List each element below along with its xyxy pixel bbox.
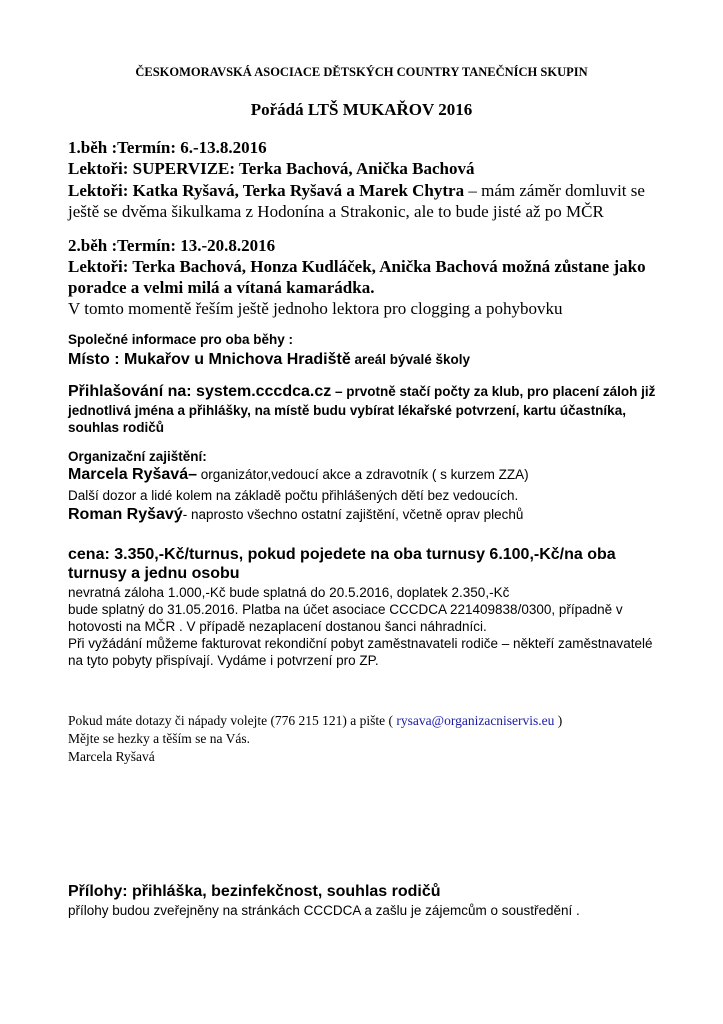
- common-heading: Společné informace pro oba běhy :: [68, 332, 294, 347]
- email-link[interactable]: rysava@organizacniservis.eu: [396, 713, 555, 728]
- price-detail-2: bude splatný do 31.05.2016. Platba na účet asociace CCCDCA 221409838/0300, případně v: [68, 602, 623, 617]
- run1-lectors-names: Lektoři: Katka Ryšavá, Terka Ryšavá a Marek Chytra: [68, 181, 465, 200]
- organizer-line: [68, 467, 529, 483]
- run1-lectors-supervision: Lektoři: SUPERVIZE: Terka Bachová, Anička Bachová: [68, 159, 475, 178]
- run2-lectors-line1: Lektoři: Terka Bachová, Honza Kudláček, Anička Bachová možná zůstane jako: [68, 257, 646, 276]
- helper-line: [68, 507, 523, 523]
- registration-line1: [68, 384, 655, 400]
- attachments-heading: Přílohy: přihláška, bezinfekčnost, souhlas rodičů: [68, 883, 441, 900]
- run1-lectors-continuation: ještě se dvěma šikulkama z Hodonína a Strakonic, ale to bude jisté až po MČR: [68, 202, 604, 221]
- place-label: Místo : Mukařov u Mnichova Hradiště: [68, 351, 351, 368]
- price-detail-4: Při vyžádání můžeme fakturovat rekondiční pobyt zaměstnavateli rodiče – někteří zaměstnavatelé: [68, 636, 653, 651]
- registration-detail: – prvotně stačí počty za klub, pro placení záloh již: [331, 384, 656, 399]
- organization-heading: Organizační zajištění:: [68, 449, 207, 464]
- contact-text: Pokud máte dotazy či nápady volejte (776 215 121) a pište (: [68, 713, 397, 728]
- closing-line: Mějte se hezky a těším se na Vás.: [68, 731, 250, 746]
- organizer-name: Marcela Ryšavá–: [68, 466, 197, 483]
- price-line2: turnusy a jednu osobu: [68, 565, 240, 582]
- registration-line3: souhlas rodičů: [68, 420, 165, 435]
- run2-lectors-line2: poradce a velmi milá a vítaná kamarádka.: [68, 278, 375, 297]
- run2-note: V tomto momentě řeším ještě jednoho lektora pro clogging a pohybovku: [68, 299, 563, 318]
- registration-line2: jednotlivá jména a přihlášky, na místě budu vybírat lékařské potvrzení, kartu účastníka,: [68, 403, 626, 418]
- attachments-note: přílohy budou zveřejněny na stránkách CCCDCA a zašlu je zájemcům o soustředění .: [68, 903, 580, 918]
- registration-label: Přihlašování na: system.cccdca.cz: [68, 383, 332, 400]
- helper-role: - naprosto všechno ostatní zajištění, včetně oprav plechů: [182, 507, 524, 522]
- run1-lectors-note: – mám záměr domluvit se: [464, 181, 645, 200]
- run2-term: 2.běh :Termín: 13.-20.8.2016: [68, 236, 276, 255]
- price-detail-1: nevratná záloha 1.000,-Kč bude splatná do 20.5.2016, doplatek 2.350,-Kč: [68, 585, 510, 600]
- price-detail-5: na tyto pobyty přispívají. Vydáme i potvrzení pro ZP.: [68, 653, 379, 668]
- contact-line: [68, 714, 562, 728]
- document-title: Pořádá LTŠ MUKAŘOV 2016: [250, 100, 473, 119]
- place-line: [68, 352, 470, 368]
- run1-lectors: [68, 182, 645, 199]
- signature: Marcela Ryšavá: [68, 749, 155, 764]
- organizer-role: organizátor,vedoucí akce a zdravotník ( s kurzem ZZA): [196, 467, 529, 482]
- run1-term: 1.běh :Termín: 6.-13.8.2016: [68, 138, 267, 157]
- helper-name: Roman Ryšavý: [68, 506, 183, 523]
- contact-text-end: ): [554, 713, 563, 728]
- organization-header: ČESKOMORAVSKÁ ASOCIACE DĚTSKÝCH COUNTRY TANEČNÍCH SKUPIN: [135, 65, 588, 79]
- price-line1: cena: 3.350,-Kč/turnus, pokud pojedete na oba turnusy 6.100,-Kč/na oba: [68, 546, 616, 563]
- price-detail-3: hotovosti na MČR . V případě nezaplacení dostanou šanci náhradníci.: [68, 619, 487, 634]
- place-detail: areál bývalé školy: [350, 352, 471, 367]
- supervision-note: Další dozor a lidé kolem na základě počtu přihlášených dětí bez vedoucích.: [68, 488, 519, 503]
